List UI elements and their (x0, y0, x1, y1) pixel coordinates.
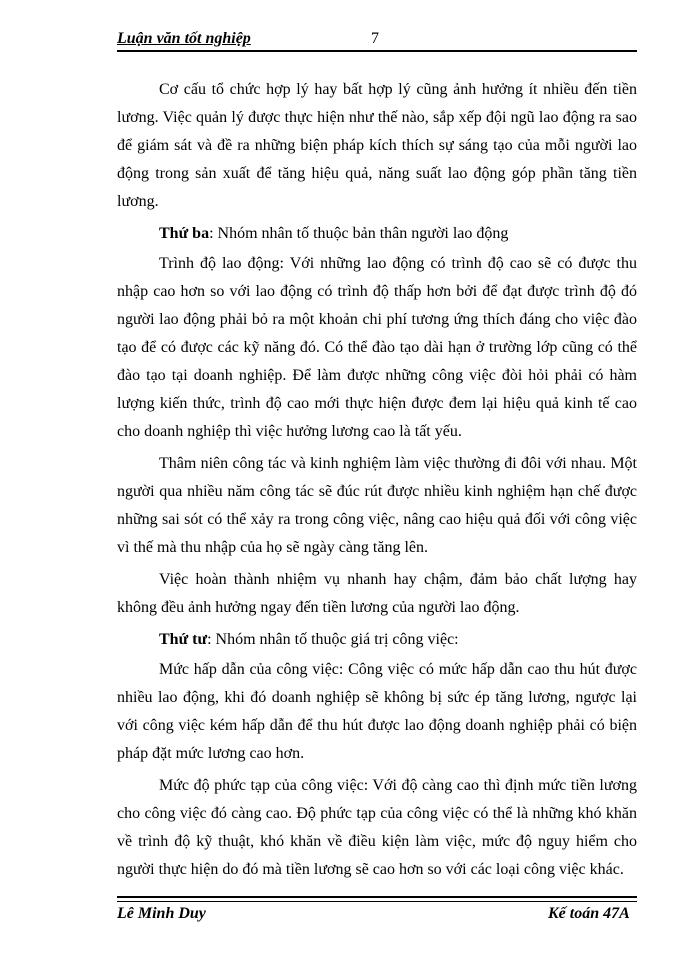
header-title: Luận văn tốt nghiệp (117, 30, 251, 47)
body-text (117, 76, 637, 888)
footer-author: Lê Minh Duy (117, 905, 206, 922)
paragraph: Thâm niên công tác và kinh nghiệm làm việc thường đi đôi với nhau. Một người qua nhiều năm công tác sẽ đúc rút được nhiều kinh nghiệm hạn chế được những sai sót có thể xảy ra trong công việc, nâng cao hiệu quả đối với công việc vì thế mà thu nhập của họ sẽ ngày càng tăng lên. (117, 455, 637, 556)
footer-rule-thin (117, 901, 637, 902)
heading-text: : Nhóm nhân tố thuộc bản thân người lao động (209, 225, 509, 242)
footer-rule (117, 896, 637, 898)
paragraph: Trình độ lao động: Với những lao động có trình độ cao sẽ có được thu nhập cao hơn so với lao động có trình độ thấp hơn bởi để đạt được trình độ đó người lao động phải bỏ ra một khoản chi phí tương ứng thích đáng cho việc đào tạo để có được các kỹ năng đó. Có thể đào tạo dài hạn ở trường lớp cũng có thể đào tạo tại doanh nghiệp. Để làm được những công việc đòi hỏi phải có hàm lượng kiến thức, trình độ cao mới thực hiện được đem lại hiệu quả kinh tế cao cho doanh nghiệp thì việc hưởng lương cao là tất yếu. (117, 255, 637, 440)
footer-class: Kế toán 47A (548, 905, 630, 922)
paragraph: Cơ cấu tổ chức hợp lý hay bất hợp lý cũng ảnh hưởng ít nhiều đến tiền lương. Việc quản lý được thực hiện như thế nào, sắp xếp đội ngũ lao động ra sao để giám sát và đề ra những biện pháp kích thích sự sáng tạo của mỗi người lao động trong sản xuất để tăng hiệu quả, năng suất lao động góp phần tăng tiền lương. (117, 81, 637, 210)
page-number: 7 (371, 30, 379, 47)
heading-label: Thứ tư (159, 631, 208, 648)
heading-text: : Nhóm nhân tố thuộc giá trị công việc: (207, 631, 459, 648)
section-heading-fourth (117, 626, 637, 654)
paragraph: Mức độ phức tạp của công việc: Với độ càng cao thì định mức tiền lương cho công việc đó càng cao. Độ phức tạp của công việc có thể là những khó khăn về trình độ kỹ thuật, khó khăn về điều kiện làm việc, mức độ nguy hiểm cho người thực hiện do đó mà tiền lương sẽ cao hơn so với các loại công việc khác. (117, 777, 637, 878)
paragraph: Việc hoàn thành nhiệm vụ nhanh hay chậm, đảm bảo chất lượng hay không đều ảnh hưởng ngay đến tiền lương của người lao động. (117, 571, 637, 616)
heading-label: Thứ ba (159, 225, 210, 242)
header-rule (117, 50, 637, 52)
section-heading-third (117, 220, 637, 248)
paragraph: Mức hấp dẫn của công việc: Công việc có mức hấp dẫn cao thu hút được nhiều lao động, khi đó doanh nghiệp sẽ không bị sức ép tăng lương, ngược lại với công việc kém hấp dẫn để thu hút được lao động doanh nghiệp phải có biện pháp đặt mức lương cao hơn. (117, 661, 637, 762)
